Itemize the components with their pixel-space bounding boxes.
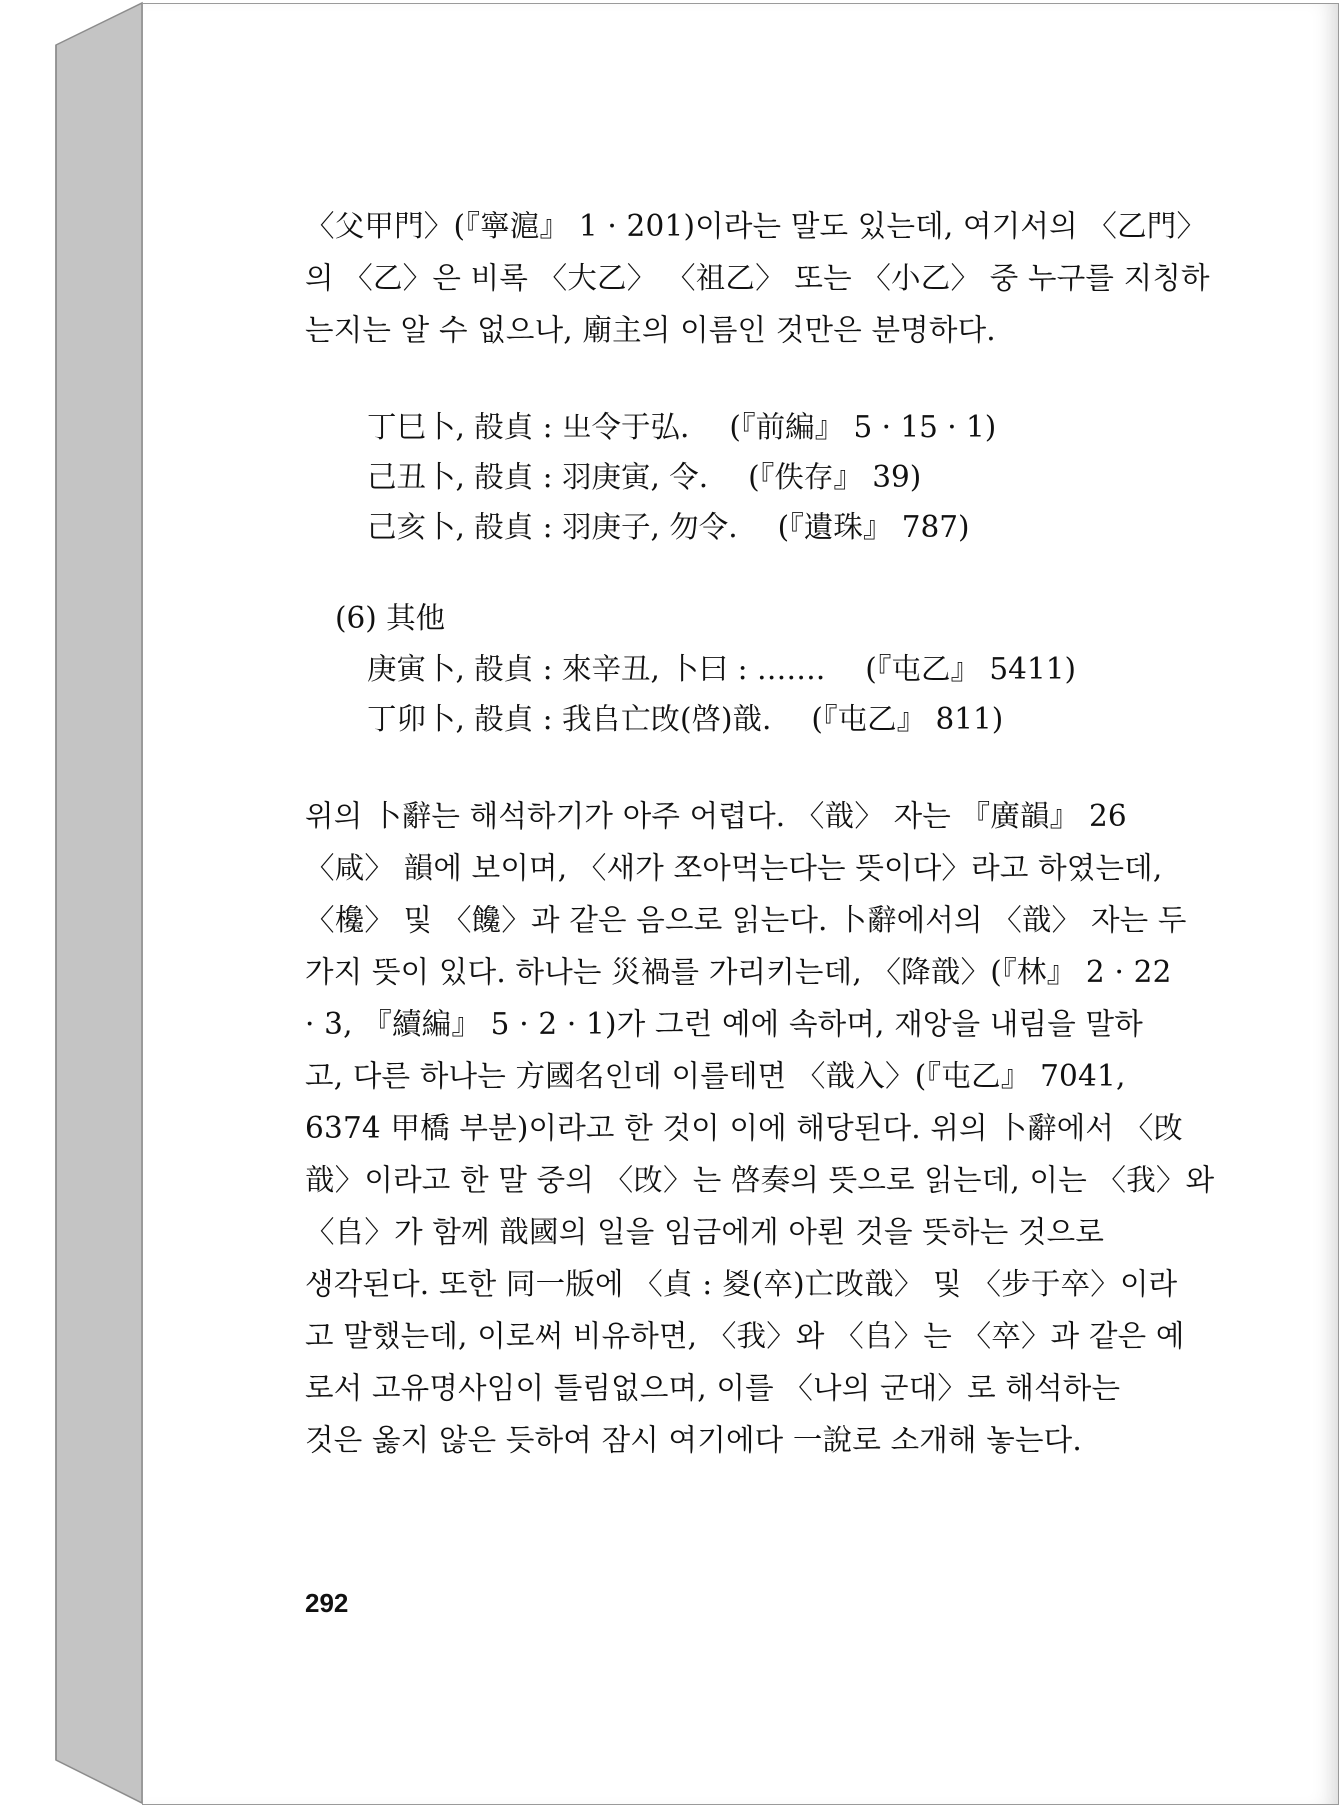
quote-source: (『屯乙』 5411): [865, 652, 1077, 686]
text-line: 것은 옳지 않은 듯하여 잠시 여기에다 一說로 소개해 놓는다.: [305, 1423, 1082, 1457]
oracle-quote: [367, 502, 1207, 552]
quote-text: 己亥卜, 㱿貞 : 羽庚子, 勿令.: [367, 510, 738, 544]
oracle-quote: [367, 644, 1207, 694]
quote-source: (『屯乙』 811): [811, 702, 1004, 736]
text-line: · 3, 『續編』 5 · 2 · 1)가 그런 예에 속하며, 재앙을 내림을 말하: [305, 1007, 1143, 1041]
quote-text: 丁卯卜, 㱿貞 : 我𠂤亡攺(啓)戠.: [367, 702, 772, 736]
text-line: 6374 甲橋 부분)이라고 한 것이 이에 해당된다. 위의 卜辭에서 〈攺: [305, 1111, 1184, 1145]
text-line: 는지는 알 수 없으나, 廟主의 이름인 것만은 분명하다.: [305, 313, 996, 347]
quote-source: (『佚存』 39): [748, 460, 922, 494]
closing-paragraph: [305, 790, 1215, 1466]
quote-text: 己丑卜, 㱿貞 : 羽庚寅, 令.: [367, 460, 709, 494]
text-line: 〈父甲門〉(『寧滬』 1 · 201)이라는 말도 있는데, 여기서의 〈乙門〉: [305, 209, 1207, 243]
quote-text: 丁巳卜, 㱿貞 : 㞢令于弘.: [367, 410, 690, 444]
quote-text: 庚寅卜, 㱿貞 : 來辛丑, 卜曰 : …….: [367, 652, 826, 686]
text-line: 〈𠂤〉가 함께 戠國의 일을 임금에게 아뢴 것을 뜻하는 것으로: [305, 1215, 1105, 1249]
oracle-quotes-group-1: [305, 402, 1207, 552]
text-line: 戠〉이라고 한 말 중의 〈攺〉는 啓奏의 뜻으로 읽는데, 이는 〈我〉와: [305, 1163, 1215, 1197]
text-line: 위의 卜辭는 해석하기가 아주 어렵다. 〈戠〉 자는 『廣韻』 26: [305, 799, 1127, 833]
text-line: 〈欃〉 및 〈饞〉과 같은 음으로 읽는다. 卜辭에서의 〈戠〉 자는 두: [305, 903, 1187, 937]
oracle-quotes-group-2: [305, 644, 1207, 744]
quote-source: (『前編』 5 · 15 · 1): [729, 410, 997, 444]
text-line: 고 말했는데, 이로써 비유하면, 〈我〉와 〈𠂤〉는 〈卒〉과 같은 예: [305, 1319, 1185, 1353]
text-line: 생각된다. 또한 同一版에 〈貞 : 㚇(卒)亡攺戠〉 및 〈步于卒〉이라: [305, 1267, 1178, 1301]
oracle-quote: [367, 452, 1207, 502]
page-number: 292: [305, 1588, 349, 1618]
page-content: [305, 200, 1215, 1466]
text-line: 가지 뜻이 있다. 하나는 災禍를 가리키는데, 〈降戠〉(『林』 2 · 22: [305, 955, 1172, 989]
oracle-quote: [367, 402, 1207, 452]
text-line: 〈咸〉 韻에 보이며, 〈새가 쪼아먹는다는 뜻이다〉라고 하였는데,: [305, 851, 1163, 885]
quote-source: (『遺珠』 787): [777, 510, 970, 544]
section-heading: (6) 其他: [335, 601, 446, 635]
text-line: 로서 고유명사임이 틀림없으며, 이를 〈나의 군대〉로 해석하는: [305, 1371, 1121, 1405]
oracle-quote: [367, 694, 1207, 744]
text-line: 고, 다른 하나는 方國名인데 이를테면 〈戠入〉(『屯乙』 7041,: [305, 1059, 1126, 1093]
text-line: 의 〈乙〉은 비록 〈大乙〉 〈祖乙〉 또는 〈小乙〉 중 누구를 지칭하: [305, 261, 1210, 295]
opening-paragraph: [305, 200, 1210, 356]
